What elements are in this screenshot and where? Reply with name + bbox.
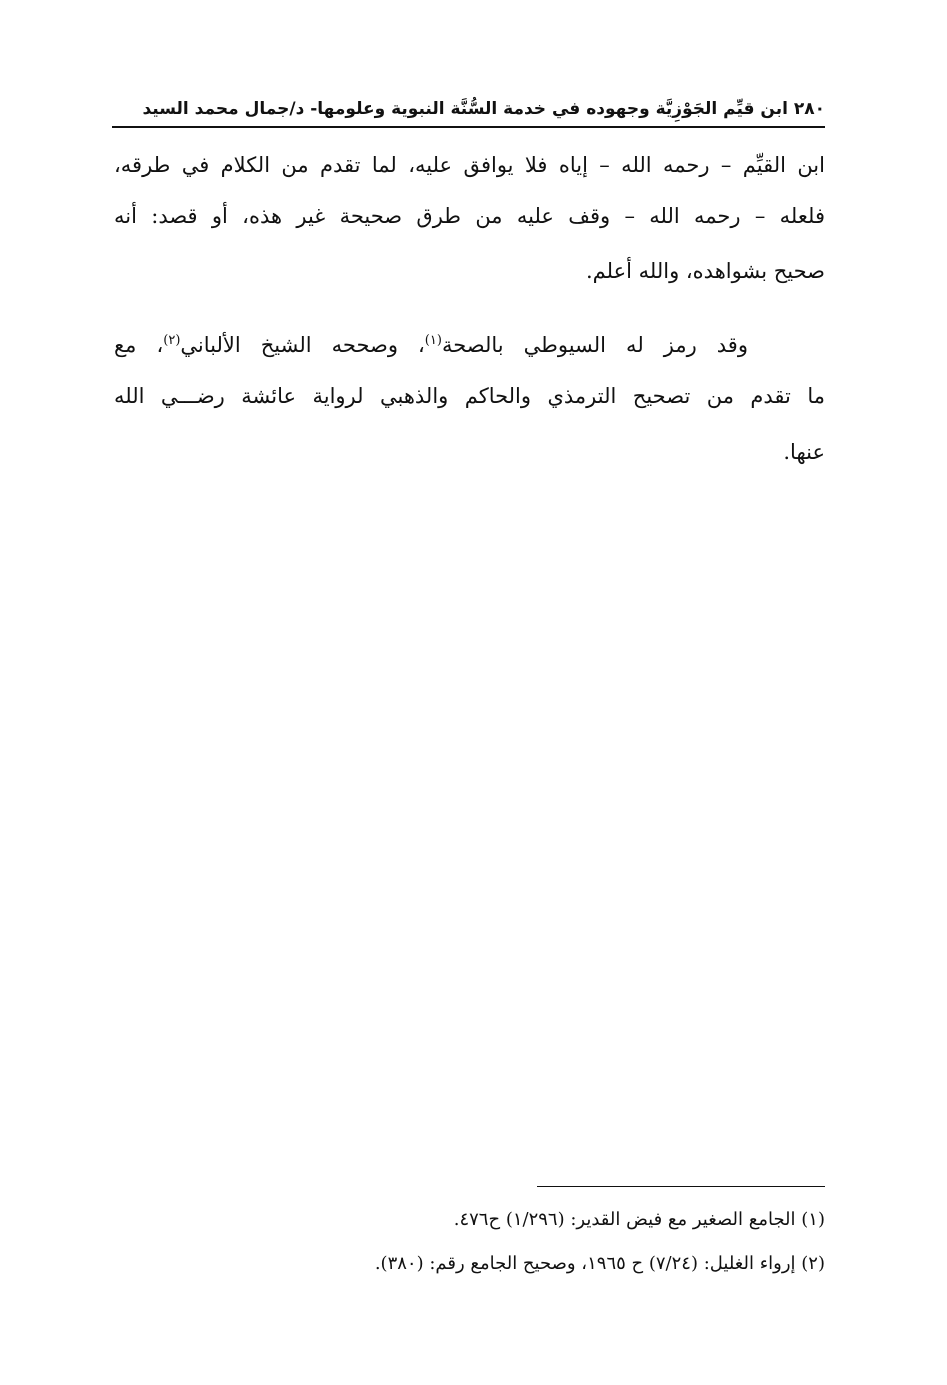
paragraph-1-line-2: فلعله – رحمه الله – وقف عليه من طرق صحيحة غير هذه، أو قصد: أنه — [114, 204, 825, 228]
footnote-ref-1: (١) — [424, 333, 442, 348]
paragraph-2-text-a: وقد رمز له السيوطي بالصحة — [441, 333, 748, 357]
footnote-1: (١) الجامع الصغير مع فيض القدير: (١/٢٩٦) ح٤٧٦. — [453, 1209, 825, 1230]
footnote-ref-2: (٢) — [163, 333, 181, 348]
header-rule — [112, 126, 825, 128]
paragraph-2-line-2: ما تقدم من تصحيح الترمذي والحاكم والذهبي لرواية عائشة رضـــي الله — [114, 384, 825, 408]
footnote-separator — [537, 1186, 825, 1187]
paragraph-2-line-3: عنها. — [783, 440, 825, 464]
paragraph-2-line-1 — [114, 330, 748, 360]
running-header: ٢٨٠ ابن قيِّم الجَوْزِيَّة وجهوده في خدمة السُّنَّة النبوية وعلومها- د/جمال محمد السيد — [142, 99, 825, 119]
paragraph-1-line-1: ابن القيِّم – رحمه الله – إياه فلا يوافق عليه، لما تقدم من الكلام في طرقه، — [114, 153, 825, 177]
footnote-2: (٢) إرواء الغليل: (٧/٢٤) ح ١٩٦٥، وصحيح الجامع رقم: (٣٨٠). — [374, 1253, 825, 1274]
paragraph-2-text-b: ، وصححه الشيخ الألباني — [180, 333, 425, 357]
paragraph-1-line-3: صحيح بشواهده، والله أعلم. — [586, 259, 825, 283]
paragraph-2-text-c: ، مع — [114, 333, 164, 357]
